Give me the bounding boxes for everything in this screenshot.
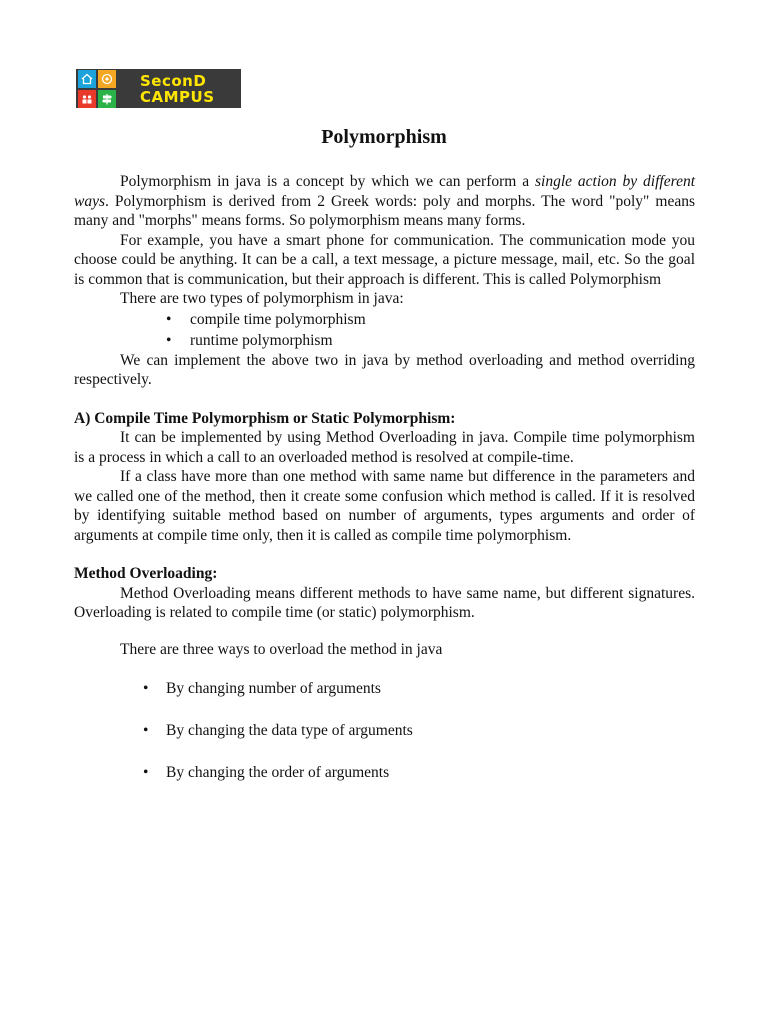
list-item: • By changing the data type of arguments <box>166 721 695 763</box>
compile-time-paragraph-1: It can be implemented by using Method Overloading in java. Compile time polymorphism is a process in which a call to an overloaded method is resolved at compile-time. <box>74 429 695 466</box>
intro-paragraph-4: We can implement the above two in java by method overloading and method overriding respectively. <box>74 351 695 388</box>
overloading-paragraph-2: There are three ways to overload the method in java <box>120 640 443 658</box>
list-item: • By changing number of arguments <box>166 679 695 721</box>
list-item: • By changing the order of arguments <box>166 763 695 805</box>
overloading-ways-list <box>74 679 695 805</box>
logo-wordmark <box>140 73 215 105</box>
logo-line-2: CAMPUS <box>140 87 215 106</box>
people-icon <box>78 90 96 108</box>
intro-p1-text-continued: . Polymorphism is derived from 2 Greek words: poly and morphs. The word "poly" means many and "morphs" means forms. So polymorphism means many forms. <box>74 192 695 229</box>
second-campus-logo <box>76 69 241 108</box>
intro-paragraph-1 <box>74 172 695 231</box>
polymorphism-types-list <box>74 309 695 351</box>
intro-paragraph-2: For example, you have a smart phone for communication. The communication mode you choose could be anything. It can be a call, a text message, a picture message, mail, etc. So the goal is common that is communication, but their approach is different. This is called Polymorphism <box>74 231 695 288</box>
list-item: • compile time polymorphism <box>190 309 695 330</box>
target-icon <box>98 70 116 88</box>
section-heading-method-overloading: Method Overloading: <box>74 565 218 582</box>
section-heading-compile-time: A) Compile Time Polymorphism or Static Polymorphism: <box>74 409 456 427</box>
list-item: • runtime polymorphism <box>190 330 695 351</box>
intro-paragraph-3: There are two types of polymorphism in java: <box>120 290 404 307</box>
signpost-icon <box>98 90 116 108</box>
home-icon <box>78 70 96 88</box>
logo-icon-grid <box>78 70 116 108</box>
compile-time-paragraph-2: If a class have more than one method with same name but difference in the parameters and we called one of the method, then it create some confusion which method is called. If it is resolved by identifying suitable method based on number of arguments, types arguments and order of arguments at compile time only, then it is called as compile time polymorphism. <box>74 468 695 544</box>
page-title: Polymorphism <box>321 126 447 148</box>
overloading-paragraph-1: Method Overloading means different methods to have same name, but different signatures. Overloading is related to compile time (or static) polymorphism. <box>74 584 695 621</box>
intro-p1-text: Polymorphism in java is a concept by which we can perform a <box>120 173 535 190</box>
intro-p1-emphasis: single action by different ways <box>74 173 696 210</box>
document-body <box>74 172 695 805</box>
logo-line-1: SeconD <box>140 71 207 90</box>
